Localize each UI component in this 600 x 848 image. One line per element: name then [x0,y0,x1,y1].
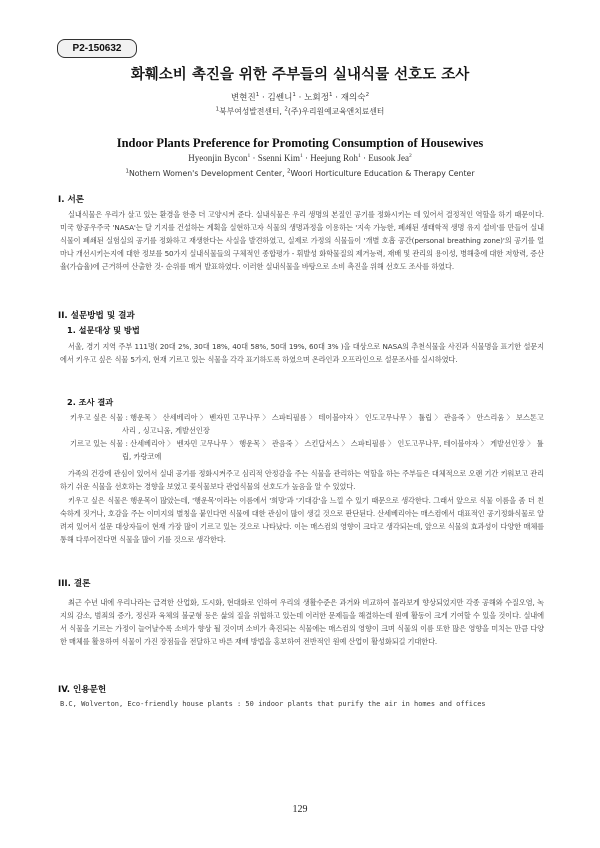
grow-label: 기르고 있는 식물 : [70,439,131,448]
affil-sup: 1 [125,168,129,175]
conclusion-paragraph: 최근 수년 내에 우리나라는 급격한 산업화, 도시화, 현대화로 인하여 우리의 생활수준은 과거와 비교하여 몰라보게 향상되었지만 각종 공해와 수질오염, 녹지의 감소, 범죄의 증가, 정신과 육체의 불균형 등은 삶의 질을 위협하고 있는데 이러한 문제들을 해결하는데 원예 활동이 크게 기여할 수 있을 것이다. 실내에서 식물을 기르는 가정이 늘어날수록 소비가 향상 될 것이며 소비가 촉진되는 식물에는 매스컴의 영향이 크며 식물의 이름 또한 많은 영향을 미치는 만큼 다양한 매체를 활용하여 식물이 가진 장점들을 전달하고 바른 재배 방법을 홍보하여 전반적인 원예 산업이 활성화되길 기대한다. [60,598,544,646]
affiliation: Nothern Women's Development Center, [128,169,288,178]
author: Ssenni Kim [257,153,300,163]
author-sup: 2 [409,153,412,159]
author-separator: · [250,153,258,163]
affiliation: 북부여성발전센터, [219,107,285,116]
want-plants-list [60,411,544,437]
results-paragraph-2: 키우고 싶은 식물은 행운목이 많았는데, '행운목'이라는 이름에서 '희망'과 '기대감'을 느낄 수 있기 때문으로 생각한다. 그래서 앞으로 식물 이름을 좀 더 친숙하게 짓거나, 호감을 주는 이미지의 별칭을 붙인다면 식물에 대한 관심이 많이 생길 것으로 판단된다. 산세베리아는 매스컴에서 대표적인 공기정화식물로 알려져 있어서 설문 대상자들이 현재 가장 많이 기르고 있는 것으로 나타났다. 이는 매스컴의 영향이 크다고 생각되는데, 앞으로 식물의 효과성이 다양한 매체를 통해 다루어진다면 식물을 많이 기를 것으로 생각한다. [60,496,544,544]
section-heading-references: IV. 인용문헌 [58,685,107,695]
title-korean: 화훼소비 촉진을 위한 주부들의 실내식물 선호도 조사 [130,67,470,83]
author: 변현진 [230,93,256,103]
results-paragraph-1: 가족의 건강에 관심이 있어서 실내 공기를 정화시켜주고 심리적 안정감을 주는 식물을 관리하는 역할을 하는 주부들은 대체적으로 오랜 기간 키워보고 관리하기 쉬운 식물을 선호하는 경향을 보였고 꽃식물보다 관엽식물의 선호도가 높음을 알 수 있었다. [60,469,544,491]
affil-sup: 2 [284,106,288,113]
authors-english [0,153,600,163]
author-sup: 2 [365,92,370,99]
grow-plants-list [60,437,544,463]
affiliation: Woori Horticulture Education & Therapy Center [290,169,475,178]
want-label: 키우고 싶은 식물 : [70,413,131,422]
page-number: 129 [292,804,308,815]
author: 재의숙 [340,93,366,103]
poster-id-badge: P2-150632 [57,39,137,58]
reference-entry: B.C, Wolverton, Eco-friendly house plants : 50 indoor plants that purify the air in homes and offices [60,700,486,708]
grow-items: 산세베리아 〉 벤자민 고무나무 〉 행운목 〉 관음죽 〉 스킨답서스 〉 스파티필름 〉 인도고무나무, 테이블야자 〉 게발선인장 〉 튤립, 카랑코에 [122,439,544,461]
author-sup: 1 [255,92,260,99]
author: 김쎈니 [267,93,293,103]
author-sup: 1 [329,92,333,99]
author-sup: 1 [300,153,303,159]
subsection-heading-results: 2. 조사 결과 [67,397,114,407]
section-heading-intro: I. 서론 [58,195,85,205]
affil-sup: 2 [287,168,291,175]
author: 노회정 [304,93,329,103]
author-sup: 1 [247,153,251,159]
author-sup: 1 [292,92,296,99]
author-separator: · [295,93,305,103]
subjects-paragraph: 서울, 경기 지역 주부 111명( 20대 2%, 30대 18%, 40대 58%, 50대 19%, 60대 3% )을 대상으로 NASA의 추천식물을 사진과 식물명을 표기한 설문지에서 키우고 싶은 식물 5가지, 현재 기르고 있는 식물을 각각 표기하도록 하였으며 온라인과 오프라인으로 설문조사를 실시하였다. [60,342,544,364]
author: Heejung Roh [310,153,358,163]
author: Eusook Jea [368,153,409,163]
affiliation: (주)우리원예교육앤치료센터 [287,107,385,116]
author-separator: · [302,153,311,163]
subsection-heading-subjects: 1. 설문대상 및 방법 [67,325,140,335]
affiliations-korean [0,106,600,117]
author-sup: 1 [358,153,361,159]
section-heading-conclusion: III. 결론 [58,579,91,589]
title-english: Indoor Plants Preference for Promoting Consumption of Housewives [116,136,484,150]
affiliations-english [0,169,600,178]
author: Hyeonjin Bycon [188,153,248,163]
intro-paragraph: 실내식물은 우리가 살고 있는 환경을 한층 더 고양시켜 준다. 실내식물은 우리 생명의 본질인 공기를 정화시키는 데 있어서 결정적인 역할을 하기 때문이다. 미국 항공우주국 'NASA'는 달 기지를 건설하는 계획을 실현하고자 식물의 생명과정을 이용하는 '지속 가능한, 폐쇄된 생태학적 생명 유지 설비'를 만들어 실내식물이 폐쇄된 실험실의 공기를 정화하고 재생한다는 사실을 발견하였고, 실제로 가정의 식물들이 '개별 호흡 공간(personal breathing zone)'의 공기를 얼마나 개선시키는지에 대한 정보를 50가지 실내식물들의 구체적인 종합평가 - 휘발성 화학물질의 제거능력, 재배 및 관리의 용이성, 병해충에 대한 저항력, 증산율(가습율)에 근거하여 산출한 것- 순위를 매겨 발표하였다. 이러한 실내식물을 바탕으로 소비 촉진을 위해 선호도 조사를 하였다. [60,210,544,271]
author-separator: · [360,153,369,163]
author-separator: · [332,93,341,103]
authors-korean [0,91,600,103]
section-heading-methods: II. 설문방법 및 결과 [58,311,135,321]
author-separator: · [259,93,268,103]
want-items: 행운목 〉 산세베리아 〉 벤자민 고무나무 〉 스파티필름 〉 테이블야자 〉 인도고무나무 〉 튤립 〉 관음죽 〉 안스리움 〉 보스톤고사리 , 싱고니움, 게발선인장 [122,413,544,435]
affil-sup: 1 [215,106,220,113]
